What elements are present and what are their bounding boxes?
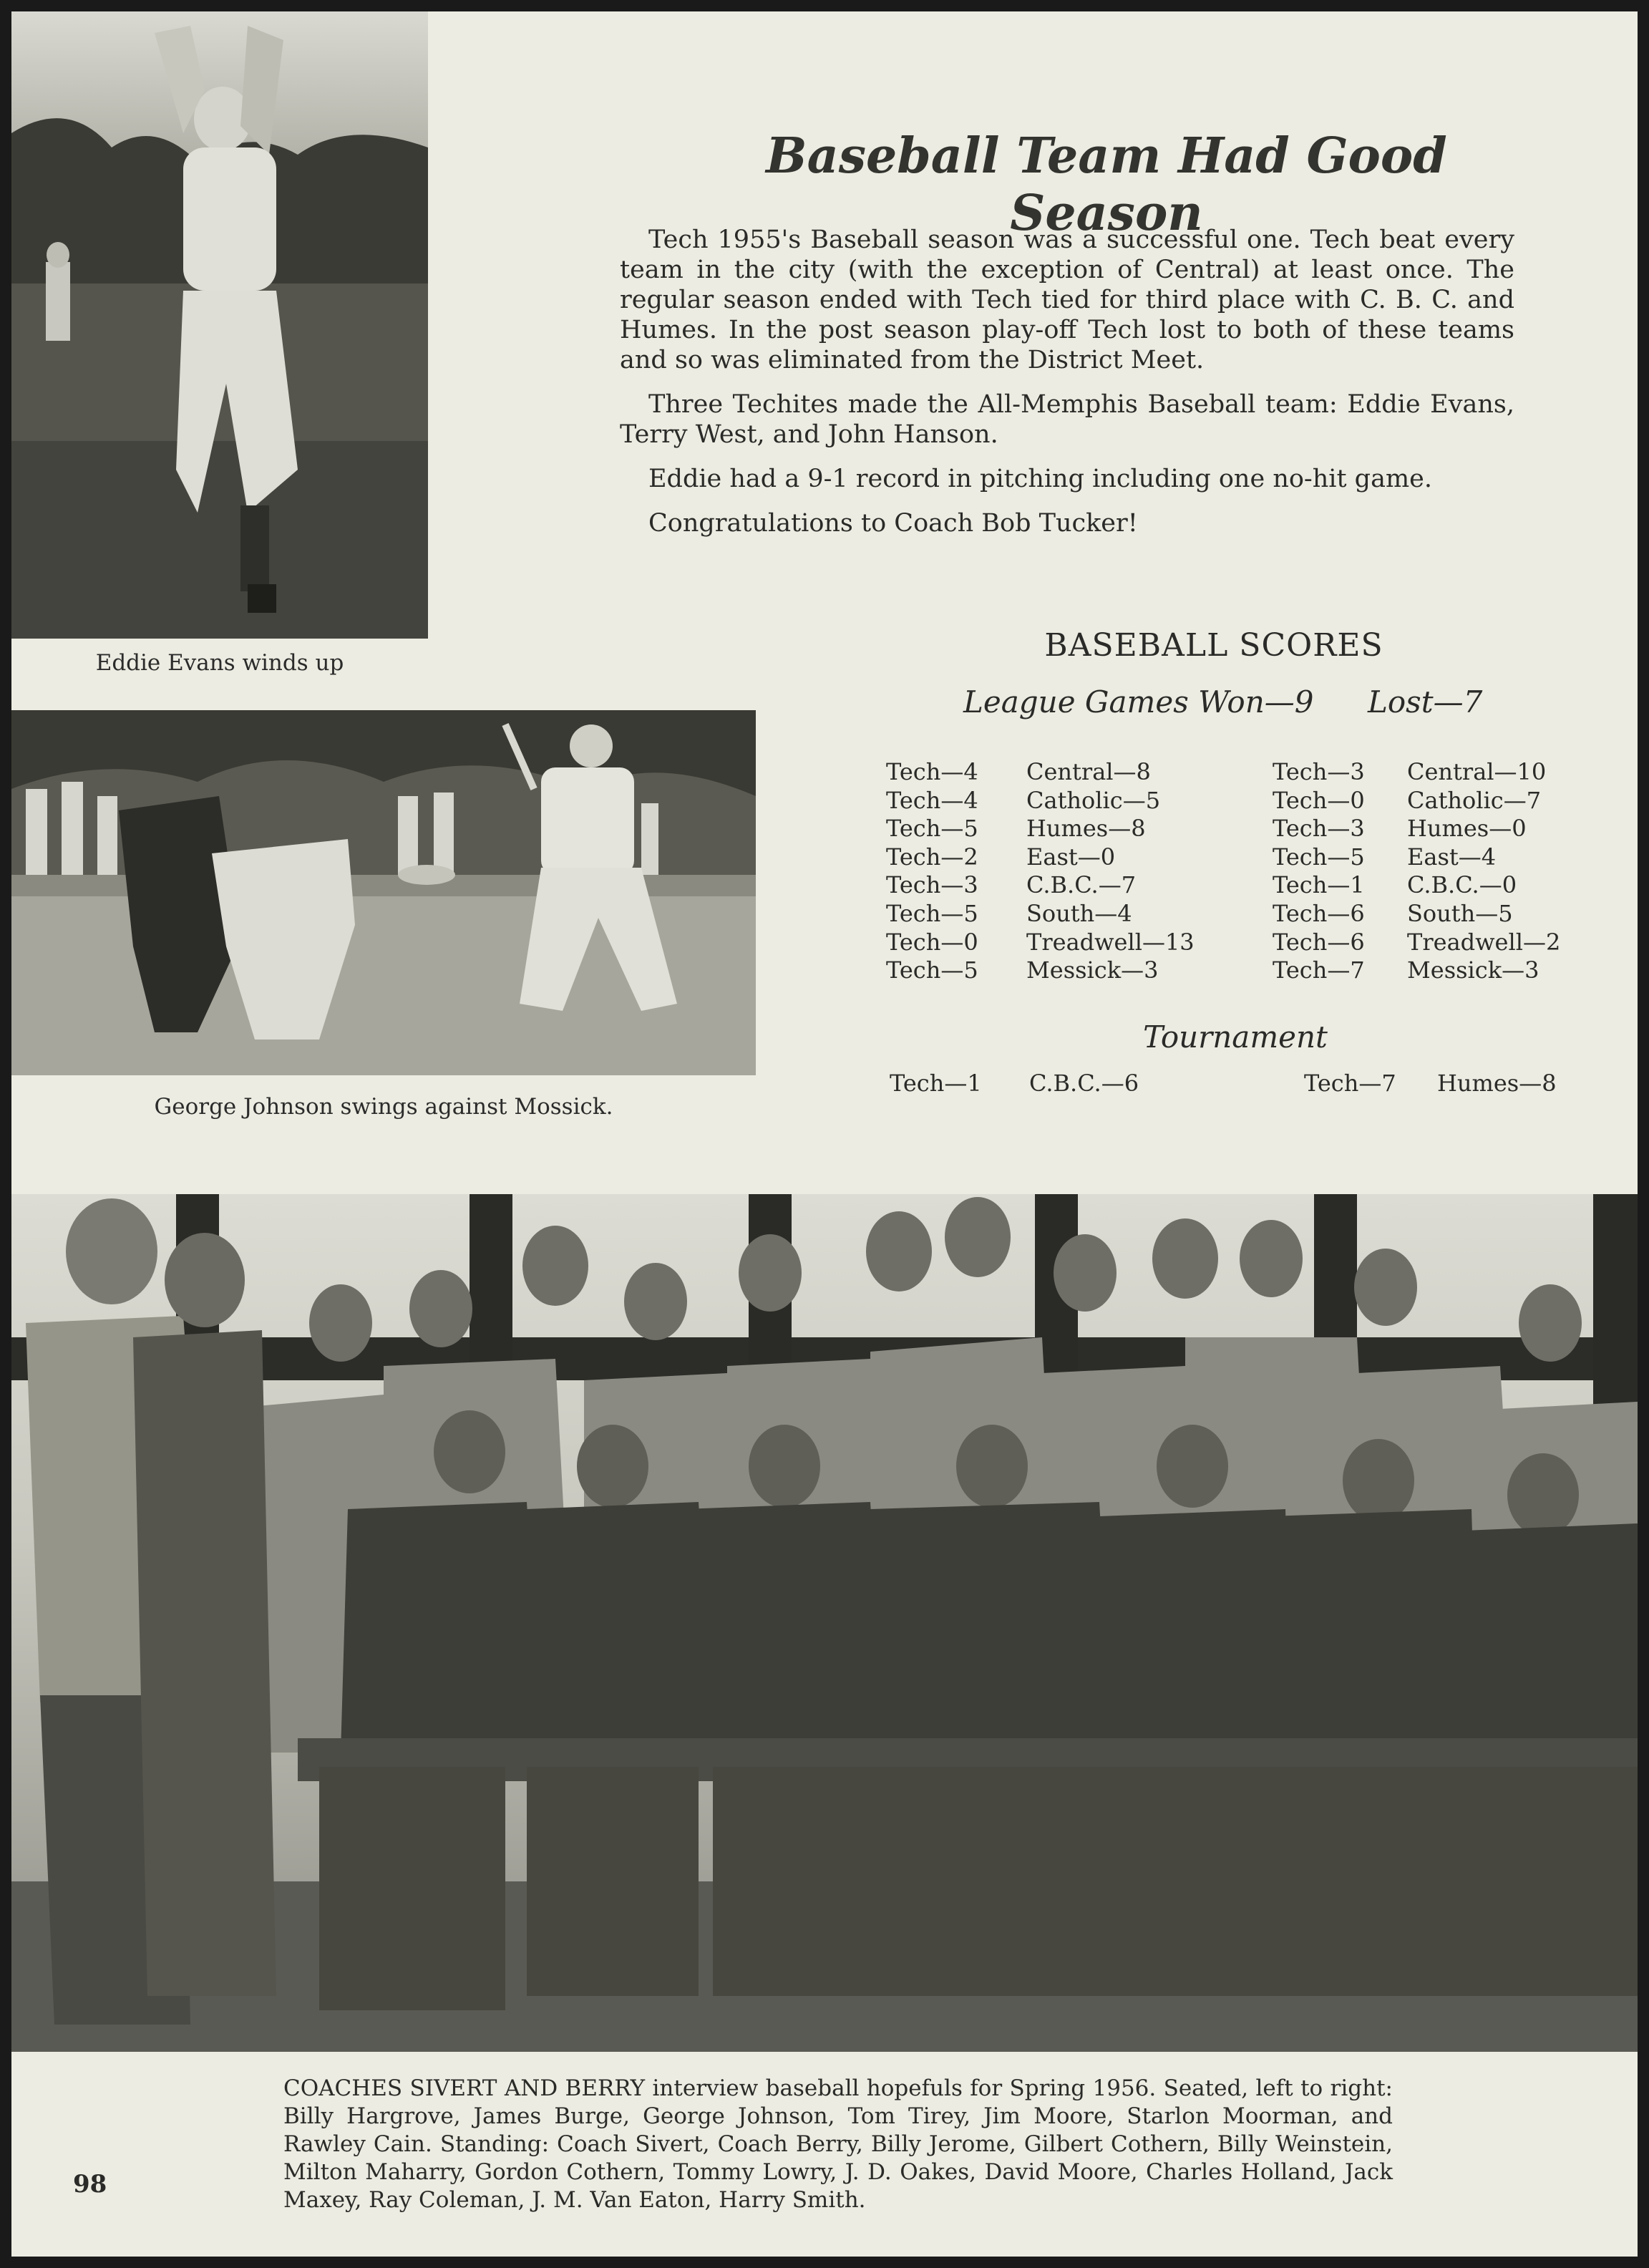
- team-photo-image: [11, 1194, 1638, 2052]
- tournament-opp-1: C.B.C.—6: [1029, 1070, 1139, 1097]
- tournament-opp-2: Humes—8: [1437, 1070, 1557, 1097]
- score-opponent: C.B.C.—0: [1407, 871, 1517, 899]
- score-opponent: South—4: [1026, 899, 1132, 927]
- score-opponent: East—0: [1026, 843, 1116, 871]
- score-opponent: C.B.C.—7: [1026, 871, 1137, 899]
- score-tech: Tech—3: [1273, 815, 1365, 843]
- score-tech: Tech—2: [886, 843, 978, 871]
- tournament-tech-2: Tech—7: [1304, 1070, 1396, 1097]
- score-tech: Tech—3: [1273, 758, 1365, 785]
- score-tech: Tech—4: [886, 786, 978, 814]
- batter-photo-image: [11, 710, 756, 1075]
- yearbook-page: [11, 11, 1638, 2257]
- team-photo: [11, 1194, 1638, 2052]
- photo-george-johnson: [11, 710, 756, 1075]
- scores-col-tech-1: [886, 758, 978, 985]
- score-opponent: Treadwell—13: [1026, 928, 1195, 956]
- story-paragraph: Eddie had a 9-1 record in pitching including one no-hit game.: [648, 465, 1432, 493]
- score-opponent: Messick—3: [1026, 956, 1159, 984]
- team-photo-caption: COACHES SIVERT AND BERRY interview baseball hopefuls for Spring 1956. Seated, left to right: Billy Hargrove, James Burge, George Johnson, Tom Tirey, Jim Moore, Starlon Moorman, and Rawley Cain. Standing: Coach Sivert, Coach Berry, Billy Jerome, Gilbert Cothern, Billy Weinstein, Milton Maharry, Gordon Cothern, Tommy Lowry, J. D. Oakes, David Moore, Charles Holland, Jack Maxey, Ray Coleman, J. M. Van Eaton, Harry Smith.: [283, 2075, 1393, 2213]
- score-tech: Tech—3: [886, 871, 978, 899]
- league-lost: Lost—7: [1368, 684, 1483, 719]
- pitcher-photo-image: [11, 11, 428, 639]
- score-opponent: Treadwell—2: [1407, 928, 1561, 956]
- score-opponent: Humes—0: [1407, 815, 1527, 843]
- photo-eddie-evans: [11, 11, 428, 639]
- score-opponent: Catholic—7: [1407, 786, 1542, 814]
- score-opponent: East—4: [1407, 843, 1497, 871]
- score-opponent: Catholic—5: [1026, 786, 1161, 814]
- score-tech: Tech—5: [886, 899, 978, 927]
- league-won: League Games Won—9: [963, 684, 1314, 719]
- scores-heading: BASEBALL SCORES: [1044, 627, 1383, 664]
- article-title: Baseball Team Had Good Season: [766, 127, 1447, 242]
- score-tech: Tech—4: [886, 758, 978, 785]
- score-opponent: Central—10: [1407, 758, 1547, 785]
- score-tech: Tech—6: [1273, 899, 1365, 927]
- score-tech: Tech—5: [1273, 843, 1365, 871]
- tournament-heading: Tournament: [1143, 1019, 1328, 1055]
- score-tech: Tech—0: [886, 928, 978, 956]
- story-paragraph: Congratulations to Coach Bob Tucker!: [648, 509, 1138, 538]
- tournament-tech-1: Tech—1: [890, 1070, 982, 1097]
- scores-col-opp-1: [1026, 758, 1195, 985]
- story-paragraph: Three Techites made the All-Memphis Baseball team: Eddie Evans, Terry West, and John Hanson.: [620, 390, 1514, 449]
- score-tech: Tech—7: [1273, 956, 1365, 984]
- photo2-caption: George Johnson swings against Mossick.: [154, 1094, 613, 1120]
- scores-col-opp-2: [1407, 758, 1560, 985]
- score-tech: Tech—5: [886, 815, 978, 843]
- score-tech: Tech—0: [1273, 786, 1365, 814]
- story-paragraph: Tech 1955's Baseball season was a successful one. Tech beat every team in the city (with the exception of Central) at least once. The regular season ended with Tech tied for third place with C. B. C. and Humes. In the post season play-off Tech lost to both of these teams and so was eliminated from the District Meet.: [620, 226, 1514, 374]
- score-tech: Tech—1: [1273, 871, 1365, 899]
- score-tech: Tech—6: [1273, 928, 1365, 956]
- scores-col-tech-2: [1273, 758, 1365, 985]
- score-opponent: South—5: [1407, 899, 1513, 927]
- score-opponent: Central—8: [1026, 758, 1151, 785]
- score-tech: Tech—5: [886, 956, 978, 984]
- page-number: 98: [73, 2170, 107, 2199]
- article-body: [620, 225, 1514, 553]
- score-opponent: Humes—8: [1026, 815, 1146, 843]
- photo1-caption: Eddie Evans winds up: [95, 650, 344, 676]
- score-opponent: Messick—3: [1407, 956, 1539, 984]
